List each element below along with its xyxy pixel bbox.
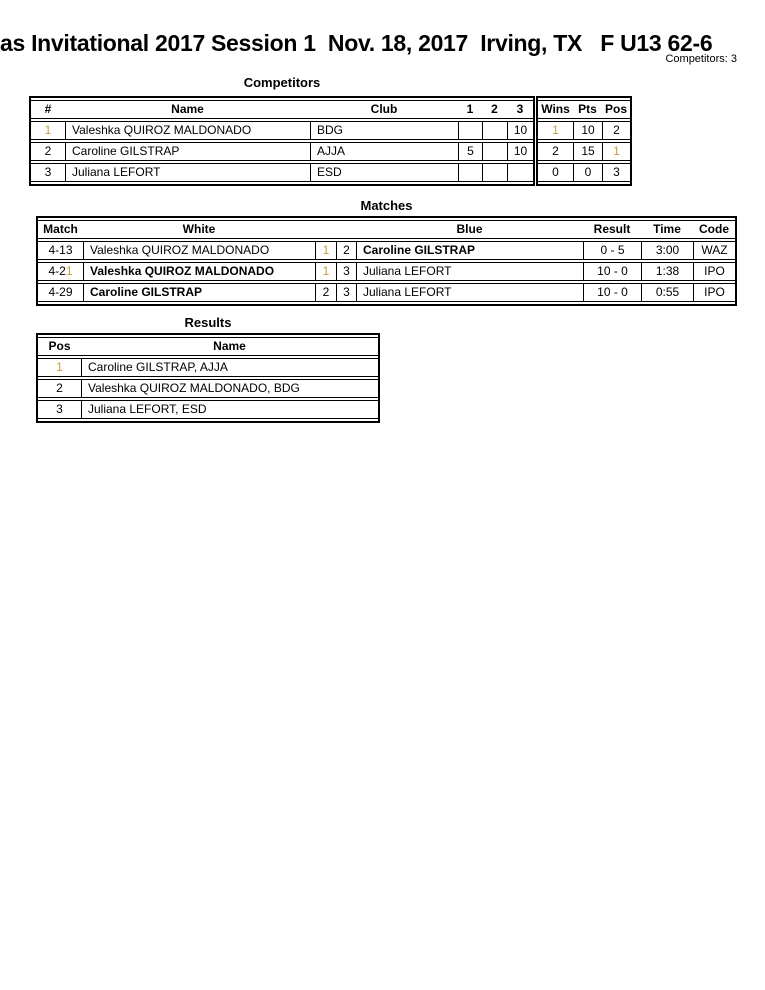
blue-number: 2 (336, 241, 356, 260)
competitor-number: 1 (31, 121, 65, 140)
round1-header: 1 (458, 100, 482, 119)
result-name: Valeshka QUIROZ MALDONADO, BDG (81, 379, 378, 398)
competitor-row (31, 163, 533, 182)
standings-table-header (538, 100, 630, 119)
match-row (38, 262, 735, 281)
match-id: 4-13 (38, 241, 83, 260)
round3-score (507, 163, 533, 182)
match-row (38, 283, 735, 302)
standings-row (538, 121, 630, 140)
name-header: Name (81, 337, 378, 356)
match-result: 10 - 0 (583, 283, 641, 302)
results-section (36, 333, 380, 423)
results-table-header (38, 337, 378, 356)
results-section-title: Results (184, 315, 232, 330)
blue-name: Caroline GILSTRAP (356, 241, 583, 260)
standings-table (536, 96, 632, 186)
competitor-number: 2 (31, 142, 65, 161)
pts-header: Pts (573, 100, 602, 119)
match-result: 0 - 5 (583, 241, 641, 260)
matches-section-title: Matches (360, 198, 413, 213)
header-row (31, 100, 533, 119)
match-time: 3:00 (641, 241, 693, 260)
code-header: Code (693, 220, 735, 239)
competitors-table-header (31, 100, 533, 119)
result-pos: 2 (38, 379, 81, 398)
match-row (38, 241, 735, 260)
matches-section (36, 216, 737, 306)
pts-value: 0 (573, 163, 602, 182)
matches-table-header (38, 220, 735, 239)
white-name: Valeshka QUIROZ MALDONADO (83, 241, 315, 260)
match-id: 4-21 (38, 262, 83, 281)
wins-value: 2 (538, 142, 573, 161)
competitor-row (31, 121, 533, 140)
matches-table (36, 216, 737, 306)
result-row (38, 358, 378, 377)
white-header: White (83, 220, 315, 239)
result-row (38, 400, 378, 419)
round1-score (458, 121, 482, 140)
blue-header: Blue (356, 220, 583, 239)
wins-value: 0 (538, 163, 573, 182)
competitor-name: Caroline GILSTRAP (65, 142, 310, 161)
white-name: Caroline GILSTRAP (83, 283, 315, 302)
blue-name: Juliana LEFORT (356, 283, 583, 302)
competitor-club: BDG (310, 121, 458, 140)
competitor-club: AJJA (310, 142, 458, 161)
competitor-row (31, 142, 533, 161)
competitors-section (29, 96, 632, 186)
white-name: Valeshka QUIROZ MALDONADO (83, 262, 315, 281)
pos-value: 2 (602, 121, 630, 140)
round2-score (482, 121, 507, 140)
competitors-section-title: Competitors (243, 75, 321, 90)
white-num-header (315, 220, 336, 239)
result-name: Caroline GILSTRAP, AJJA (81, 358, 378, 377)
header-row (38, 220, 735, 239)
header-row (38, 337, 378, 356)
match-time: 0:55 (641, 283, 693, 302)
pos-value: 1 (602, 142, 630, 161)
competitor-name: Juliana LEFORT (65, 163, 310, 182)
pts-value: 15 (573, 142, 602, 161)
header-row (538, 100, 630, 119)
round3-header: 3 (507, 100, 533, 119)
competitor-name: Valeshka QUIROZ MALDONADO (65, 121, 310, 140)
round1-score (458, 163, 482, 182)
white-number: 1 (315, 241, 336, 260)
match-code: IPO (693, 283, 735, 302)
pos-header: Pos (602, 100, 630, 119)
match-id: 4-29 (38, 283, 83, 302)
competitor-number: 3 (31, 163, 65, 182)
match-time: 1:38 (641, 262, 693, 281)
result-pos: 1 (38, 358, 81, 377)
wins-value: 1 (538, 121, 573, 140)
round3-score: 10 (507, 121, 533, 140)
white-number: 2 (315, 283, 336, 302)
match-code: WAZ (693, 241, 735, 260)
competitors-table (29, 96, 535, 186)
round2-score (482, 163, 507, 182)
blue-name: Juliana LEFORT (356, 262, 583, 281)
name-header: Name (65, 100, 310, 119)
match-result: 10 - 0 (583, 262, 641, 281)
white-number: 1 (315, 262, 336, 281)
round1-score: 5 (458, 142, 482, 161)
result-name: Juliana LEFORT, ESD (81, 400, 378, 419)
match-header: Match (38, 220, 83, 239)
pos-value: 3 (602, 163, 630, 182)
result-header: Result (583, 220, 641, 239)
results-table (36, 333, 380, 423)
competitor-club: ESD (310, 163, 458, 182)
match-code: IPO (693, 262, 735, 281)
page-title: as Invitational 2017 Session 1 Nov. 18, 2017 Irving, TX F U13 62-6 (0, 30, 713, 56)
round2-score (482, 142, 507, 161)
round3-score: 10 (507, 142, 533, 161)
time-header: Time (641, 220, 693, 239)
pos-header: Pos (38, 337, 81, 356)
competitor-count: Competitors: 3 (665, 53, 737, 65)
blue-number: 3 (336, 283, 356, 302)
round2-header: 2 (482, 100, 507, 119)
result-row (38, 379, 378, 398)
result-pos: 3 (38, 400, 81, 419)
wins-header: Wins (538, 100, 573, 119)
num-header: # (31, 100, 65, 119)
blue-num-header (336, 220, 356, 239)
blue-number: 3 (336, 262, 356, 281)
pts-value: 10 (573, 121, 602, 140)
standings-row (538, 142, 630, 161)
club-header: Club (310, 100, 458, 119)
standings-row (538, 163, 630, 182)
